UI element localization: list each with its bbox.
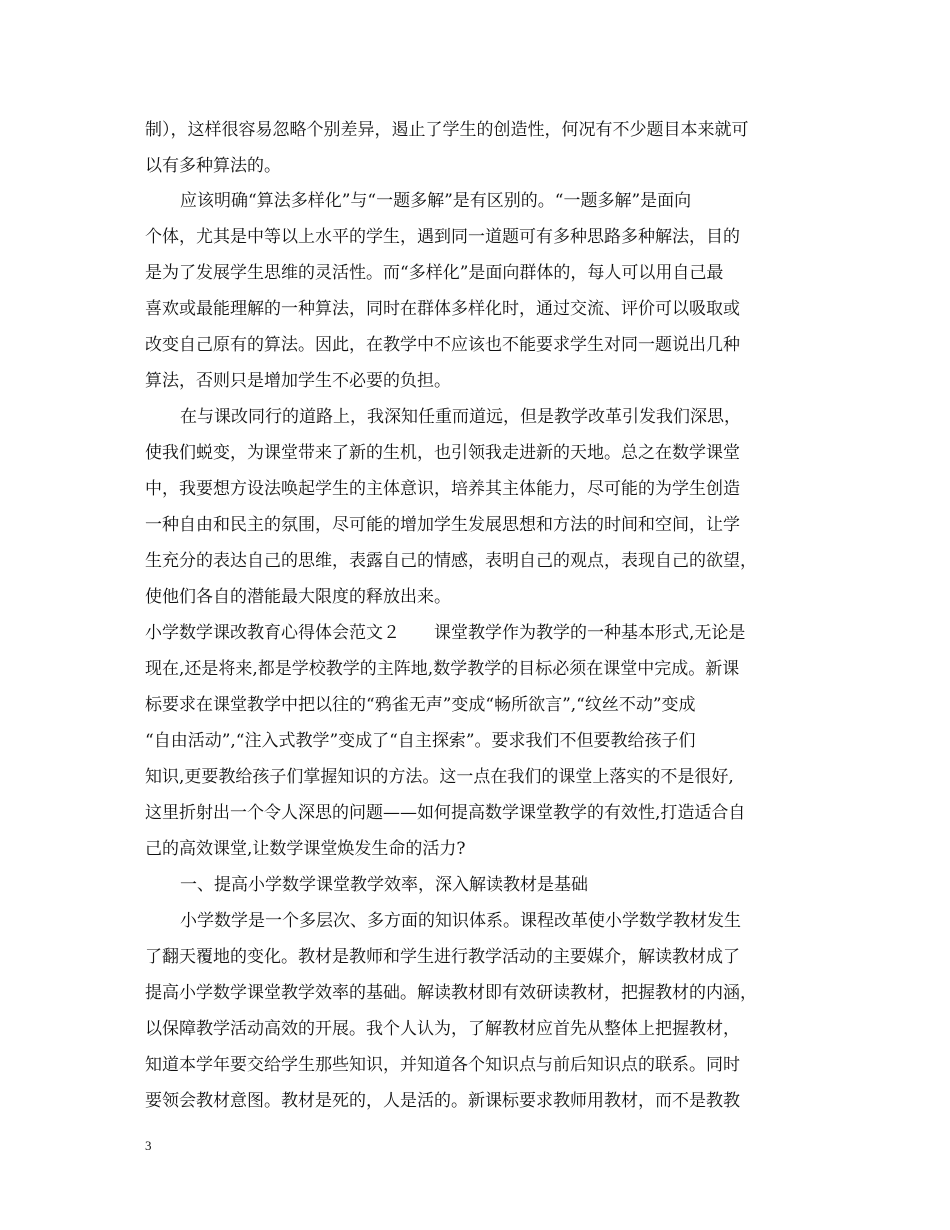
text-line: 使他们各自的潜能最大限度的释放出来。 <box>145 587 451 607</box>
text-line: 一种自由和民主的氛围，尽可能的增加学生发展思想和方法的时间和空间，让学 <box>145 515 740 535</box>
text-line: 了翻天覆地的变化。教材是教师和学生进行教学活动的主要媒介，解读教材成了 <box>145 947 740 967</box>
section-heading-line: 小学数学课改教育心得体会范文２ 课堂教学作为教学的一种基本形式,无论是 <box>145 623 746 643</box>
text-line: 以有多种算法的。 <box>145 156 281 176</box>
text-line: 算法，否则只是增加学生不必要的负担。 <box>145 371 451 391</box>
text-line: 改变自己原有的算法。因此，在教学中不应该也不能要求学生对同一题说出几种 <box>145 335 740 355</box>
text-line: 中，我要想方设法唤起学生的主体意识，培养其主体能力，尽可能的为学生创造 <box>145 479 740 499</box>
text-line: 个体，尤其是中等以上水平的学生，遇到同一道题可有多种思路多种解法，目的 <box>145 227 740 247</box>
text-line: 使我们蜕变，为课堂带来了新的生机，也引领我走进新的天地。总之在数学课堂 <box>145 443 740 463</box>
page-number: 3 <box>145 1138 152 1153</box>
text-line: 小学数学是一个多层次、多方面的知识体系。课程改革使小学数学教材发生 <box>180 911 741 931</box>
text-line: 喜欢或最能理解的一种算法，同时在群体多样化时，通过交流、评价可以吸取或 <box>145 299 740 319</box>
text-line: 以保障教学活动高效的开展。我个人认为，了解教材应首先从整体上把握教材， <box>145 1019 740 1039</box>
text-line: 这里折射出一个令人深思的问题——如何提高数学课堂教学的有效性,打造适合自 <box>145 803 746 823</box>
text-line: 制），这样很容易忽略个别差异，遏止了学生的创造性，何况有不少题目本来就可 <box>145 120 749 140</box>
subheading-line: 一、提高小学数学课堂教学效率，深入解读教材是基础 <box>180 875 588 895</box>
text-line: 标要求在课堂教学中把以往的“鸦雀无声”变成“畅所欲言”,“纹丝不动”变成 <box>145 695 696 715</box>
text-line: 在与课改同行的道路上，我深知任重而道远，但是教学改革引发我们深思， <box>180 407 741 427</box>
text-line: 提高小学数学课堂教学效率的基础。解读教材即有效研读教材，把握教材的内涵， <box>145 983 757 1003</box>
text-line: 知识,更要教给孩子们掌握知识的方法。这一点在我们的课堂上落实的不是很好, <box>145 767 734 787</box>
text-line: 要领会教材意图。教材是死的，人是活的。新课标要求教师用教材，而不是教教 <box>145 1091 740 1111</box>
text-line: 应该明确“算法多样化”与“一题多解”是有区别的。“一题多解”是面向 <box>180 191 692 211</box>
text-line: 知道本学年要交给学生那些知识，并知道各个知识点与前后知识点的联系。同时 <box>145 1055 740 1075</box>
text-line: 己的高效课堂,让数学课堂焕发生命的活力? <box>145 839 466 859</box>
text-line: “自由活动”,“注入式教学”变成了“自主探索”。要求我们不但要教给孩子们 <box>145 731 696 751</box>
text-line: 是为了发展学生思维的灵活性。而“多样化”是面向群体的，每人可以用自己最 <box>145 263 724 283</box>
text-line: 现在,还是将来,都是学校教学的主阵地,数学教学的目标必须在课堂中完成。新课 <box>145 659 740 679</box>
text-line: 生充分的表达自己的思维，表露自己的情感，表明自己的观点，表现自己的欲望， <box>145 551 757 571</box>
